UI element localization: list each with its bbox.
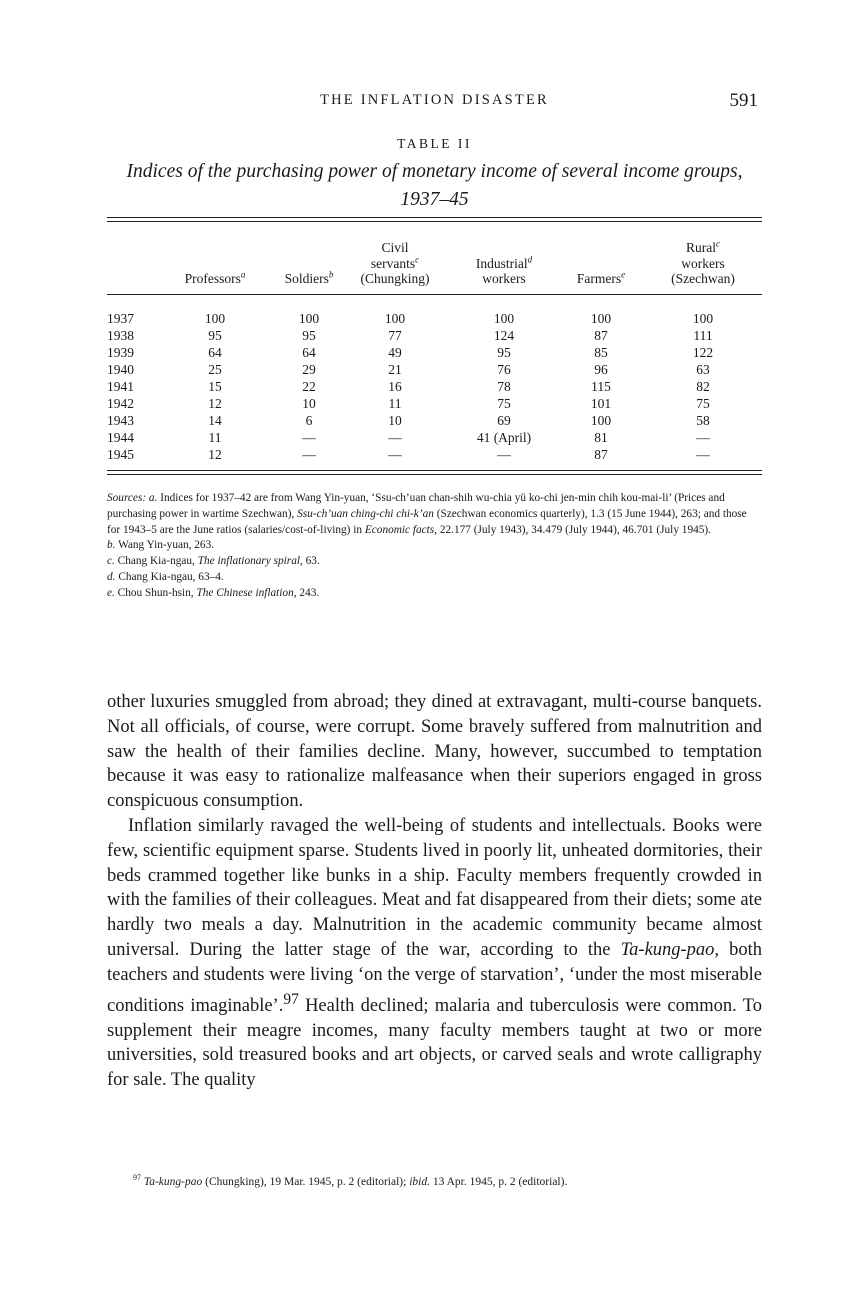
table-row: 1939 64 64 49 95 85 122 — [107, 345, 714, 360]
table-row: 1937 100 100 100 100 100 100 — [107, 311, 714, 326]
footnote-reference: 97 — [283, 990, 299, 1008]
table-caption-years: 1937–45 — [400, 189, 469, 210]
col-head-rural-workers: Rural$^c$ workers (Szechwan) — [671, 238, 735, 286]
col-head-farmers: Farmers$^e$ — [576, 269, 626, 286]
table-row: 1941 15 22 16 78 115 82 — [107, 379, 710, 394]
table-top-rule-inner — [107, 221, 762, 222]
col-head-soldiers: Soldiers$^b$ — [284, 269, 334, 286]
body-paragraph: Inflation similarly ravaged the well-being of students and intellectuals. Books were few, scientific equipment sparse. Students lived in poorly lit, unheated dormitories, their beds crammed together like bunks in a ship. Faculty members frequently crowded in with the families of their colleagues. Meat and fat disappeared from their diets; some ate hardly two meals a day. Malnutrition in the academic community became almost universal. During the latter stage of the war, according to the Ta-kung-pao, both teachers and students were living ‘on the verge of starvation’, ‘under the most miserable conditions imaginable’.$^{97}$ Health declined; malaria and tuberculosis were common. To supplement their meagre incomes, many faculty members taught at two or more universities, sold treasured books and art objects, or carved seals and wrote calligraphy for sale. The quality — [107, 815, 763, 1091]
footnote-mark: b — [328, 269, 334, 280]
col-head-professors: Professors$^a$ — [184, 269, 246, 286]
body-text — [107, 690, 762, 1093]
source-note-b: b. Wang Yin-yuan, 263. — [107, 539, 215, 552]
col-head-industrial-workers: Industrial$^d$ workers — [475, 254, 533, 286]
source-note-e: e. Chou Shun-hsin, The Chinese inflation, 243. — [107, 586, 320, 599]
body-paragraph: other luxuries smuggled from abroad; they dined at extravagant, multi-course banquets. Not all officials, of course, were corrupt. Some bravely suffered from malnutrition and saw the health of their families decline. Many, however, succumbed to temptation because it was easy to rationalize malfeasance when their superiors engaged in gross conspicuous consumption. — [107, 692, 762, 812]
table-row: 1938 95 95 77 124 87 111 — [107, 328, 713, 343]
col-head-civil-servants: Civil servants$^c$ (Chungking) — [360, 240, 430, 286]
footnote-mark: d — [527, 254, 533, 264]
table-sources — [107, 491, 762, 602]
newspaper-title: Ta-kung-pao, — [620, 939, 720, 960]
footnote-mark: e — [621, 269, 626, 280]
table-row: 1944 11 — — 41 (April) 81 — — [107, 430, 710, 445]
table-label: TABLE II — [397, 136, 472, 151]
footnote-mark: a — [240, 269, 246, 280]
page-number: 591 — [729, 90, 758, 111]
table-caption-line: Indices of the purchasing power of monetary income of several income groups, — [126, 161, 743, 182]
source-note-c: c. Chang Kia-ngau, The inflationary spiral, 63. — [107, 555, 320, 568]
table-row: 1945 12 — — — 87 — — [107, 447, 710, 462]
footnote-mark: c — [415, 254, 420, 264]
table-top-rule — [107, 217, 762, 218]
table-caption — [107, 158, 762, 214]
table-row: 1942 12 10 11 75 101 75 — [107, 396, 710, 411]
table-row: 1943 14 6 10 69 100 58 — [107, 413, 710, 428]
table-bottom-rule — [107, 470, 762, 471]
table-row: 1940 25 29 21 76 96 63 — [107, 362, 710, 377]
running-header — [107, 92, 762, 112]
footnote-mark: c — [716, 238, 720, 249]
footnote-number: 97 — [133, 1173, 141, 1182]
footnote: $^{97}$ Ta-kung-pao (Chungking), 19 Mar. 1945, p. 2 (editorial); ibid. 13 Apr. 1945, p. 2 (editorial). — [133, 1173, 568, 1188]
table-header-rule — [107, 294, 762, 295]
source-note-d: d. Chang Kia-ngau, 63–4. — [107, 570, 224, 583]
table-bottom-rule-inner — [107, 474, 762, 475]
source-note-a: Sources: a. Indices for 1937–42 are from Wang Yin-yuan, ‘Ssu-ch’uan chan-shih wu-chia yü ko-chi jen-min chih kou-mai-li’ (Prices and purchasing power in wartime Szechwan), Ssu-ch’uan ching-chi chi-k’an (Szechwan economics quarterly), 1.3 (15 June 1944), 263; and those for 1943–5 are the June ratios (salaries/cost-of-living) in Economic facts, 22.177 (July 1943), 34.479 (July 1944), 46.701 (July 1945). — [107, 492, 747, 536]
running-title: THE INFLATION DISASTER — [320, 92, 549, 108]
